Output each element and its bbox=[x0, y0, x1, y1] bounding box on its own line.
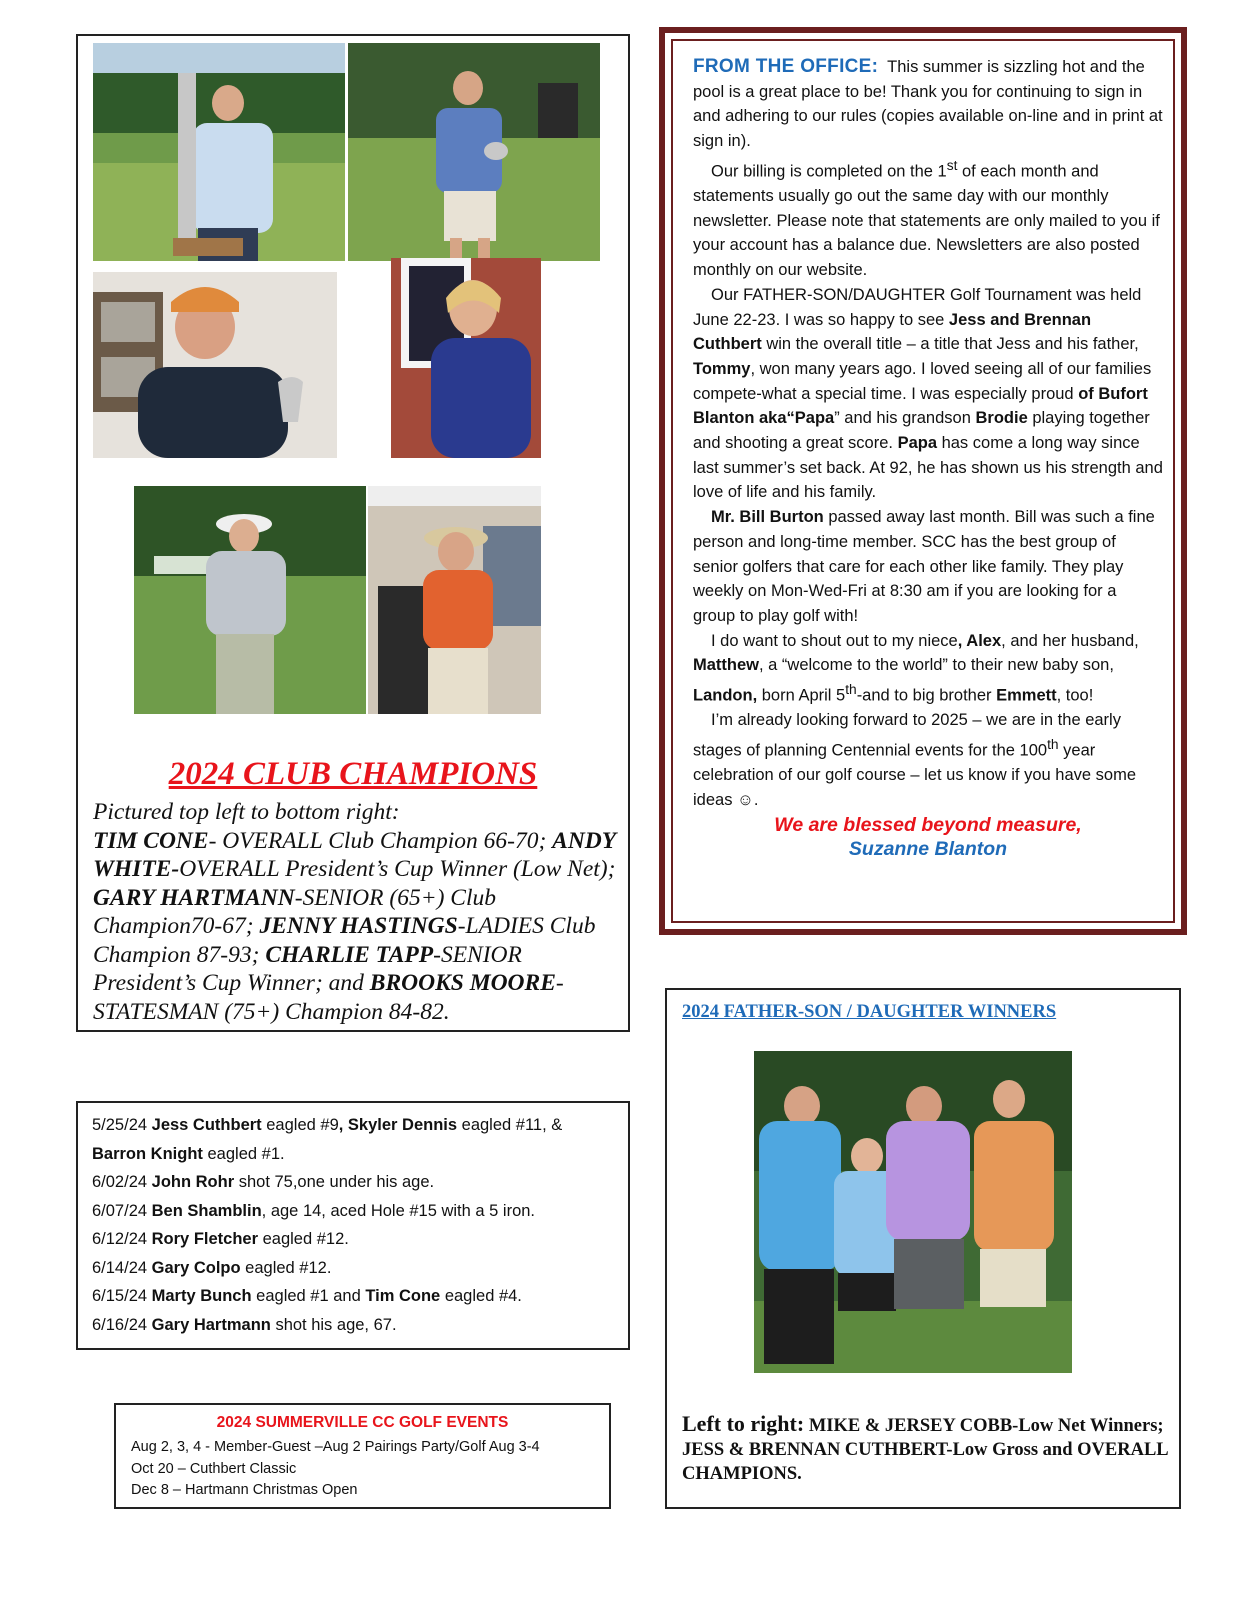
office-text: , a “welcome to the world” to their new baby son, bbox=[759, 656, 1114, 675]
achievement-date: 5/25/24 bbox=[92, 1116, 152, 1134]
champion-detail: - OVERALL Club Champion 66-70; bbox=[208, 827, 547, 854]
bold-name: Emmett bbox=[996, 686, 1057, 705]
golfer-name: Tim Cone bbox=[365, 1287, 441, 1305]
achievement-date: 6/14/24 bbox=[92, 1258, 152, 1277]
from-the-office-box bbox=[659, 27, 1187, 935]
office-text: year celebration of our golf course – let us know if you have some ideas ☺. bbox=[693, 741, 1136, 809]
bold-name: Tommy bbox=[693, 359, 751, 378]
caption-rest: MIKE & JERSEY COBB-Low Net Winners; JESS & BRENNAN CUTHBERT-Low Gross and OVERALL CHAMPIONS. bbox=[682, 1416, 1168, 1484]
office-text: born April 5 bbox=[757, 686, 846, 705]
champion-detail: -SENIOR President’s Cup Winner; and bbox=[93, 941, 522, 996]
office-signature: Suzanne Blanton bbox=[848, 838, 1008, 861]
office-letter bbox=[693, 55, 1163, 862]
golfer-name: Jess Cuthbert bbox=[151, 1116, 262, 1134]
event-item: Oct 20 – Cuthbert Classic bbox=[131, 1460, 297, 1477]
champion-detail: -LADIES Club Champion 87-93; bbox=[93, 913, 596, 968]
caption-intro: Pictured top left to bottom right: bbox=[93, 799, 400, 825]
club-champions-title: 2024 CLUB CHAMPIONS bbox=[168, 756, 538, 792]
photo-charlie-tapp bbox=[134, 486, 366, 714]
office-text: I do want to shout out to my niece bbox=[711, 631, 958, 650]
golf-achievements-box bbox=[76, 1101, 630, 1350]
bold-name: Landon, bbox=[693, 686, 758, 705]
achievement-item bbox=[92, 1311, 617, 1340]
bold-name: of Bufort Blanton aka“Papa bbox=[693, 384, 1148, 428]
office-text: ” and his grandson bbox=[834, 409, 976, 428]
champion-name: ANDY WHITE- bbox=[93, 827, 616, 882]
office-text: win the overall title – a title that Jess and his father, bbox=[761, 335, 1139, 354]
events-title: 2024 SUMMERVILLE CC GOLF EVENTS bbox=[216, 1414, 509, 1431]
golfer-name: Rory Fletcher bbox=[151, 1230, 259, 1248]
father-son-title: 2024 FATHER-SON / DAUGHTER WINNERS bbox=[682, 1002, 1057, 1022]
office-text: has come a long way since last summer’s set back. At 92, he has shown us his strength and love of life and his family. bbox=[693, 434, 1163, 502]
achievement-text: eagled #9 bbox=[261, 1116, 339, 1134]
achievement-date: 6/02/24 bbox=[92, 1173, 152, 1191]
office-text: Our billing is completed on the 1 bbox=[711, 162, 947, 181]
champion-detail: -STATESMAN (75+) Champion 84-82. bbox=[93, 970, 564, 1025]
superscript: th bbox=[845, 682, 857, 698]
achievement-text: , age 14, aced Hole #15 with a 5 iron. bbox=[261, 1201, 536, 1220]
office-heading: FROM THE OFFICE: bbox=[693, 56, 879, 77]
achievement-text: eagled #1 and bbox=[251, 1287, 366, 1305]
events-list bbox=[131, 1437, 540, 1502]
achievement-date: 6/16/24 bbox=[92, 1315, 152, 1334]
club-champions-caption bbox=[93, 798, 623, 1026]
golfer-name: Gary Hartmann bbox=[151, 1315, 271, 1334]
golfer-name: , Skyler Dennis bbox=[338, 1116, 458, 1134]
superscript: th bbox=[1047, 736, 1059, 752]
achievement-text: eagled #12. bbox=[258, 1230, 349, 1248]
achievement-date: 6/07/24 bbox=[92, 1201, 152, 1220]
achievement-item bbox=[92, 1111, 617, 1140]
golf-events-box bbox=[114, 1403, 611, 1509]
achievement-item bbox=[92, 1282, 617, 1311]
event-item: Dec 8 – Hartmann Christmas Open bbox=[131, 1482, 358, 1498]
office-text: , and her husband, bbox=[1001, 631, 1139, 650]
bold-name: Jess and Brennan Cuthbert bbox=[693, 310, 1092, 354]
champion-name: JENNY HASTINGS bbox=[259, 913, 458, 939]
bold-name: Mr. Bill Burton bbox=[711, 508, 824, 527]
achievement-item bbox=[92, 1254, 617, 1283]
champion-name: TIM CONE bbox=[93, 827, 209, 854]
event-item: Aug 2, 3, 4 - Member-Guest –Aug 2 Pairings Party/Golf Aug 3-4 bbox=[131, 1439, 540, 1455]
office-paragraph: This summer is sizzling hot and the pool is a great place to be! Thank you for continuing to sign in and adhering to our rules (copies available on-line and in print at sign in). bbox=[693, 58, 1163, 151]
achievement-item bbox=[92, 1197, 617, 1226]
achievement-date: 6/12/24 bbox=[92, 1230, 152, 1248]
golfer-name: Ben Shamblin bbox=[151, 1201, 262, 1220]
office-closing: We are blessed beyond measure, bbox=[774, 813, 1082, 836]
office-text: playing together and shooting a great score. bbox=[693, 409, 1150, 453]
golfer-name: Gary Colpo bbox=[151, 1258, 241, 1277]
office-text: Our FATHER-SON/DAUGHTER Golf Tournament was held June 22-23. I was so happy to see bbox=[693, 285, 1142, 329]
achievement-item bbox=[92, 1140, 617, 1169]
photo-tim-cone bbox=[93, 43, 345, 261]
champion-name: GARY HARTMANN bbox=[93, 884, 295, 911]
bold-name: Papa bbox=[897, 434, 937, 453]
father-son-caption bbox=[682, 1412, 1172, 1486]
achievement-date: 6/15/24 bbox=[92, 1287, 152, 1305]
office-text: , too! bbox=[1056, 686, 1094, 705]
achievement-text: eagled #12. bbox=[240, 1258, 332, 1277]
caption-lead: Left to right: bbox=[682, 1411, 805, 1436]
champion-detail: OVERALL President’s Cup Winner (Low Net); bbox=[179, 856, 616, 882]
father-son-winners-box bbox=[665, 988, 1181, 1509]
photo-father-son-winners bbox=[754, 1051, 1072, 1373]
bold-name: Matthew bbox=[693, 656, 759, 675]
bold-name: , Alex bbox=[957, 631, 1002, 650]
achievement-text: eagled #11, & bbox=[457, 1116, 563, 1134]
photo-gary-hartmann bbox=[93, 272, 337, 458]
achievement-text: eagled #1. bbox=[202, 1144, 285, 1163]
golfer-name: Barron Knight bbox=[92, 1144, 203, 1163]
office-text: of each month and statements usually go out the same day with our monthly newsletter. Please note that statements are only mailed to you if your account has a balance due. Newsletters are also posted monthly on our website. bbox=[693, 162, 1160, 280]
achievement-text: shot his age, 67. bbox=[270, 1315, 397, 1334]
champion-name: BROOKS MOORE bbox=[369, 970, 556, 996]
achievement-text: shot 75,one under his age. bbox=[234, 1173, 435, 1191]
photo-andy-white bbox=[348, 43, 600, 261]
champion-name: CHARLIE TAPP bbox=[265, 941, 434, 968]
photo-jenny-hastings bbox=[391, 258, 541, 458]
office-text: , won many years ago. I loved seeing all of our families compete-what a special time. I was especially proud bbox=[693, 359, 1152, 403]
office-text: -and to big brother bbox=[856, 686, 997, 705]
achievement-item bbox=[92, 1225, 617, 1254]
achievement-text: eagled #4. bbox=[440, 1287, 522, 1305]
achievements-list bbox=[92, 1111, 617, 1339]
bold-name: Brodie bbox=[975, 409, 1028, 428]
golfer-name: Marty Bunch bbox=[151, 1287, 252, 1305]
achievement-item bbox=[92, 1168, 617, 1197]
club-champions-box bbox=[76, 34, 630, 1032]
office-text: I’m already looking forward to 2025 – we are in the early stages of planning Centennial events for the 100 bbox=[693, 711, 1121, 760]
champion-detail: -SENIOR (65+) Club Champion70-67; bbox=[93, 884, 496, 939]
office-text: passed away last month. Bill was such a fine person and long-time member. SCC has the best group of senior golfers that care for each other like family. They play weekly on Mon-Wed-Fri at 8:30 am if you are looking for a group to play golf with! bbox=[693, 508, 1155, 625]
photo-brooks-moore bbox=[368, 486, 541, 714]
superscript: st bbox=[946, 157, 958, 173]
golfer-name: John Rohr bbox=[151, 1173, 235, 1191]
